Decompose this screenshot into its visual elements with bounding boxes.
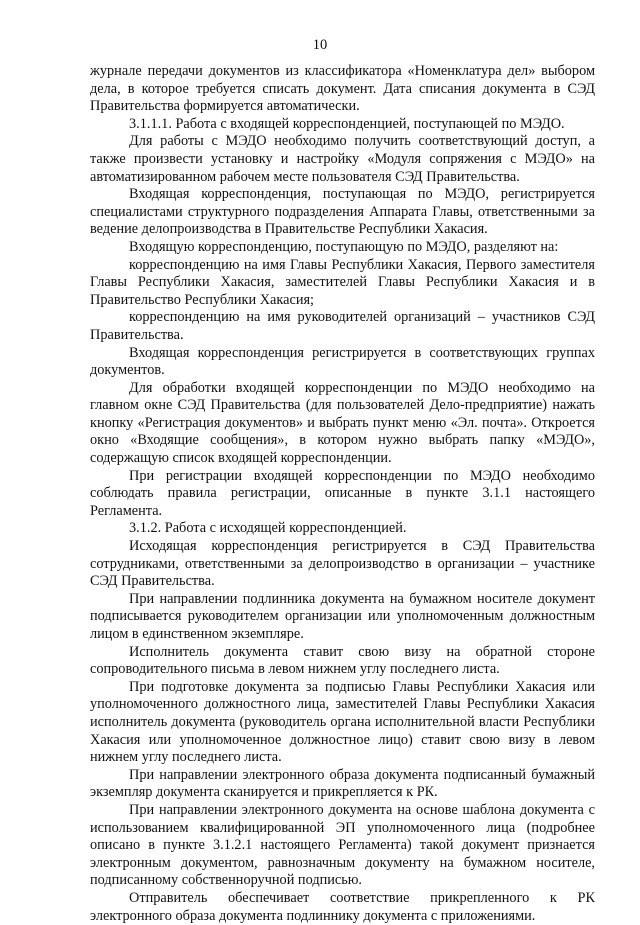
- paragraph: Исполнитель документа ставит свою визу на обратной стороне сопроводительного письма в левом нижнем углу последнего листа.: [90, 643, 595, 678]
- paragraph: Отправитель обеспечивает соответствие прикрепленного к РК электронного образа документа подлиннику документа с приложениями.: [90, 889, 595, 924]
- paragraph: При подготовке документа за подписью Главы Республики Хакасия или уполномоченного должностного лица, заместителей Главы Республики Хакасия исполнитель документа (руководитель органа исполнительной власти Республики Хакасия или уполномоченное должностное лицо) ставит свою визу в левом нижнем углу последнего листа.: [90, 678, 595, 766]
- page-number: 10: [312, 37, 328, 53]
- paragraph: При направлении электронного образа документа подписанный бумажный экземпляр документа сканируется и прикрепляется к РК.: [90, 766, 595, 801]
- section-heading-3-1-1-1: 3.1.1.1. Работа с входящей корреспонденцией, поступающей по МЭДО.: [129, 115, 565, 132]
- paragraph: Для работы с МЭДО необходимо получить соответствующий доступ, а также произвести установку и настройку «Модуля сопряжения с МЭДО» на автоматизированном рабочем месте пользователя СЭД Правительства.: [90, 133, 595, 185]
- paragraph: При направлении подлинника документа на бумажном носителе документ подписывается руководителем организации или уполномоченным должностным лицом в единственном экземпляре.: [90, 590, 595, 642]
- section-heading-3-1-2: 3.1.2. Работа с исходящей корреспонденцией.: [129, 520, 407, 537]
- paragraph: Входящая корреспонденция регистрируется в соответствующих группах документов.: [90, 344, 595, 379]
- list-item: корреспонденцию на имя Главы Республики Хакасия, Первого заместителя Главы Республики Хакасия, заместителей Главы Республики Хакасия и в Правительство Республики Хакасия;: [90, 256, 595, 308]
- paragraph: Для обработки входящей корреспонденции по МЭДО необходимо на главном окне СЭД Правительства (для пользователей Дело-предприятие) нажать кнопку «Регистрация документов» и выбрать пункт меню «Эл. почта». Откроется окно «Входящие сообщения», в котором нужно выбрать папку «МЭДО», содержащую список входящей корреспонденции.: [90, 379, 595, 467]
- paragraph-continuation: журнале передачи документов из классификатора «Номенклатура дел» выбором дела, в которое требуется списать документ. Дата списания документа в СЭД Правительства формируется автоматически.: [90, 63, 595, 115]
- paragraph: При направлении электронного документа на основе шаблона документа с использованием квалифицированной ЭП уполномоченного лица (подробнее описано в пункте 3.1.2.1 настоящего Регламента) такой документ признается электронным документом, равнозначным документу на бумажном носителе, подписанному собственноручной подписью.: [90, 801, 595, 889]
- paragraph: Входящую корреспонденцию, поступающую по МЭДО, разделяют на:: [129, 238, 559, 255]
- list-item: корреспонденцию на имя руководителей организаций – участников СЭД Правительства.: [90, 309, 595, 343]
- paragraph: Входящая корреспонденция, поступающая по МЭДО, регистрируется специалистами структурного подразделения Аппарата Главы, ответственными за ведение делопроизводства в Правительстве Республики Хакасия.: [90, 186, 595, 238]
- paragraph: Исходящая корреспонденция регистрируется в СЭД Правительства сотрудниками, ответственными за делопроизводство в организации – участнике СЭД Правительства.: [90, 538, 595, 590]
- paragraph: При регистрации входящей корреспонденции по МЭДО необходимо соблюдать правила регистрации, описанные в пункте 3.1.1 настоящего Регламента.: [90, 467, 595, 519]
- document-body: [90, 63, 595, 925]
